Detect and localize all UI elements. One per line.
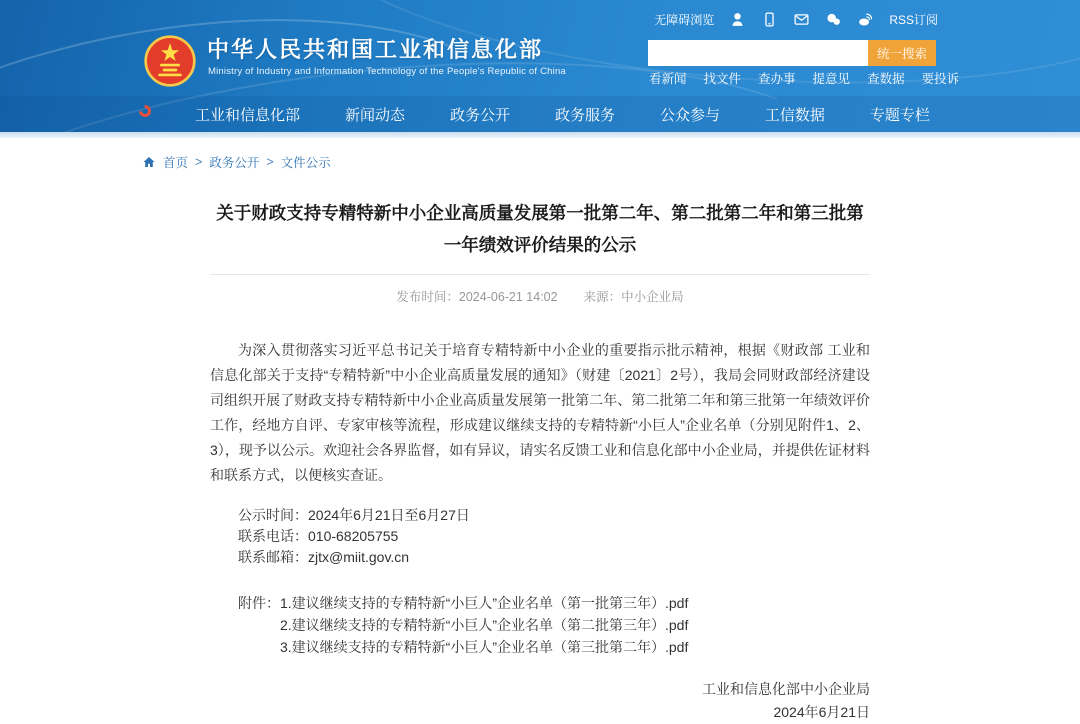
signature-block [210,678,870,724]
breadcrumb-gov-info[interactable]: 政务公开 [209,156,260,170]
article-title: 关于财政支持专精特新中小企业高质量发展第一批第二年、第二批第二年和第三批第一年绩效评价结果的公示 [216,203,864,255]
publish-time: 2024-06-21 14:02 [458,290,558,304]
search-bar [648,40,936,66]
attachments [238,592,870,658]
site-header [0,0,1080,138]
title-divider [210,274,870,275]
attachment-label: 附件： [238,595,280,611]
quick-link-complaint[interactable]: 要投诉 [921,72,960,86]
signature-date: 2024年6月21日 [773,704,870,720]
contact-email: 联系邮箱：zjtx@miit.gov.cn [238,549,410,565]
national-emblem-logo [143,34,197,88]
source-value: 中小企业局 [621,290,684,304]
mail-icon[interactable] [793,11,810,28]
article [210,197,870,724]
nav-item-news[interactable]: 新闻动态 [344,106,405,124]
header-bottom-strip [0,132,1080,138]
article-paragraph: 为深入贯彻落实习近平总书记关于培育专精特新中小企业的重要指示批示精神，根据《财政部 工业和信息化部关于支持“专精特新”中小企业高质量发展的通知》（财建〔2021〕2号），我局会同财政部经济建设司组织开展了财政支持专精特新中小企业高质量发展第一批第二年、第二批第二年和第三批第一年绩效评价工作，经地方自评、专家审核等流程，形成建议继续支持的专精特新“小巨人”企业名单（分别见附件1、2、3），现予以公示。欢迎社会各界监督，如有异议，请实名反馈工业和信息化部中小企业局，并提供佐证材料和联系方式，以便核实查证。 [210,342,870,483]
attachment-link-2[interactable]: 2.建议继续支持的专精特新“小巨人”企业名单（第二批第三年）.pdf [280,617,689,633]
quick-link-data[interactable]: 查数据 [867,72,905,86]
nav-item-participation[interactable]: 公众参与 [659,106,720,124]
breadcrumb-home[interactable]: 首页 [163,156,189,170]
site-title: 中华人民共和国工业和信息化部 [207,37,544,62]
quick-link-files[interactable]: 找文件 [703,72,742,86]
nav-item-topics[interactable]: 专题专栏 [869,106,930,124]
contact-phone: 联系电话：010-68205755 [238,528,399,544]
search-quick-links [649,69,959,87]
home-icon [142,155,156,169]
breadcrumb-separator: > [266,155,274,169]
search-input[interactable] [648,40,868,66]
attachment-link-3[interactable]: 3.建议继续支持的专精特新“小巨人”企业名单（第三批第二年）.pdf [280,639,689,655]
wechat-icon[interactable] [825,11,842,28]
nav-item-data[interactable]: 工信数据 [764,106,825,124]
weibo-icon[interactable] [857,11,874,28]
main-nav [0,96,1080,132]
miit-round-logo-icon [137,103,154,120]
quick-link-services[interactable]: 查办事 [758,72,796,86]
nav-item-gov-services[interactable]: 政务服务 [554,106,615,124]
quick-link-feedback[interactable]: 提意见 [812,72,851,86]
signature: 工业和信息化部中小企业局 [702,681,870,697]
breadcrumb-current: 文件公示 [280,156,331,170]
contact-info [238,505,870,568]
attachment-link-1[interactable]: 1.建议继续支持的专精特新“小巨人”企业名单（第一批第三年）.pdf [280,595,689,611]
rss-link[interactable]: RSS订阅 [889,13,938,27]
site-subtitle: Ministry of Industry and Information Technology of the People's Republic of China [208,66,566,77]
mobile-icon[interactable] [761,11,778,28]
nav-item-gov-info[interactable]: 政务公开 [449,106,510,124]
publicity-period: 公示时间：2024年6月21日至6月27日 [238,507,470,523]
header-utility-links [654,11,938,28]
search-button[interactable]: 统一搜索 [868,40,936,66]
mascot-icon[interactable] [729,11,746,28]
nav-item-home[interactable]: 工业和信息化部 [195,106,301,124]
publish-time-label: 发布时间： [396,290,459,304]
accessibility-link[interactable]: 无障碍浏览 [654,13,715,27]
quick-link-news[interactable]: 看新闻 [649,72,687,86]
breadcrumb [142,153,1080,171]
breadcrumb-separator: > [195,155,203,169]
article-meta [210,287,870,305]
source-label: 来源： [583,290,622,304]
